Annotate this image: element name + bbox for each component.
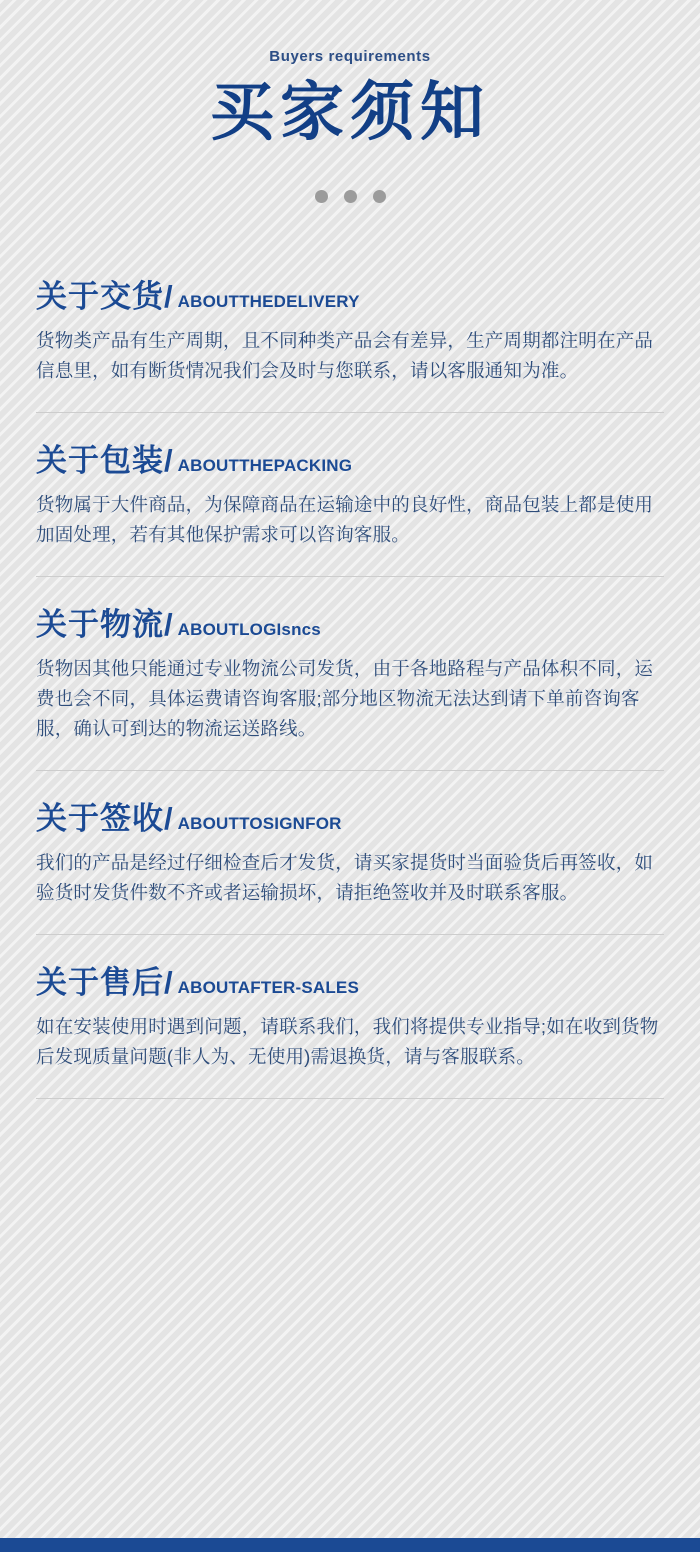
section-title-en: ABOUTTHEDELIVERY (177, 292, 360, 312)
dot-icon (373, 190, 386, 203)
section-title-en: ABOUTLOGIsncs (177, 620, 321, 640)
page-title: 买家须知 (210, 76, 490, 148)
section-separator: / (164, 800, 173, 836)
section-separator: / (164, 607, 173, 643)
section-separator: / (164, 443, 173, 479)
section-title-cn: 关于物流 (36, 607, 164, 643)
section-title-cn: 关于交货 (36, 279, 164, 315)
section-title-cn: 关于售后 (36, 964, 164, 1000)
dot-icon (344, 190, 357, 203)
footer-accent-bar (0, 1538, 700, 1552)
section-body: 我们的产品是经过仔细检查后才发货，请买家提货时当面验货后再签收，如验货时发货件数不齐或者运输损坏，请拒绝签收并及时联系客服。 (36, 851, 654, 903)
section-title-cn: 关于包装 (36, 443, 164, 479)
section-body: 货物属于大件商品，为保障商品在运输途中的良好性，商品包装上都是使用加固处理，若有其他保护需求可以咨询客服。 (36, 494, 654, 546)
section-packing (36, 413, 664, 577)
page-header (0, 0, 700, 203)
section-delivery (36, 249, 664, 413)
section-title-en: ABOUTTOSIGNFOR (177, 813, 342, 833)
section-title-cn: 关于签收 (36, 800, 164, 836)
section-separator: / (164, 279, 173, 315)
section-heading (36, 435, 664, 480)
section-heading (36, 793, 664, 838)
section-heading (36, 957, 664, 1002)
section-heading (36, 271, 664, 316)
header-subtitle: Buyers requirements (269, 48, 431, 65)
dot-icon (315, 190, 328, 203)
section-separator: / (164, 964, 173, 1000)
decorative-dots (0, 190, 700, 203)
requirements-list (0, 249, 700, 1099)
section-body: 货物因其他只能通过专业物流公司发货，由于各地路程与产品体积不同，运费也会不同，具体运费请咨询客服;部分地区物流无法达到请下单前咨询客服，确认可到达的物流运送路线。 (36, 658, 654, 739)
section-after-sales (36, 935, 664, 1099)
section-logistics (36, 577, 664, 771)
section-title-en: ABOUTAFTER-SALES (177, 977, 360, 997)
section-sign-for (36, 771, 664, 935)
section-heading (36, 599, 664, 644)
section-body: 如在安装使用时遇到问题，请联系我们，我们将提供专业指导;如在收到货物后发现质量问题(非人为、无使用)需退换货，请与客服联系。 (36, 1015, 659, 1067)
section-body: 货物类产品有生产周期，且不同种类产品会有差异，生产周期都注明在产品信息里，如有断货情况我们会及时与您联系，请以客服通知为准。 (36, 330, 654, 382)
section-title-en: ABOUTTHEPACKING (177, 456, 353, 476)
